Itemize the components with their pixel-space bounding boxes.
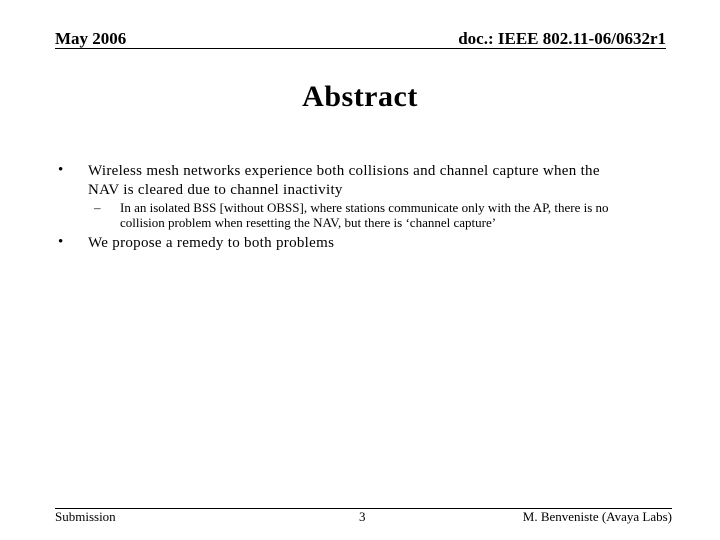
sub-bullet-text-line-1: In an isolated BSS [without OBSS], where stations communicate only with the AP, there is no [120,200,609,215]
page-number: 3 [359,509,366,524]
bullet-text-2-line-1: We propose a remedy to both problems [88,235,335,251]
footer-author: M. Benveniste (Avaya Labs) [522,509,672,524]
bullet-text-1-line-1: Wireless mesh networks experience both collisions and channel capture when the [88,163,600,179]
slide-title: Abstract [302,80,418,113]
bullet-marker: • [58,234,64,250]
sub-bullet-marker: – [94,200,101,215]
header-doc-id: doc.: IEEE 802.11-06/0632r1 [458,29,666,48]
bullet-marker: • [58,162,64,178]
sub-bullet-text-line-2: collision problem when resetting the NAV, but there is ‘channel capture’ [120,215,497,230]
bullet-text-1-line-2: NAV is cleared due to channel inactivity [88,182,343,198]
header-divider [55,48,666,49]
footer-submission: Submission [55,509,116,524]
header-date: May 2006 [55,29,127,48]
